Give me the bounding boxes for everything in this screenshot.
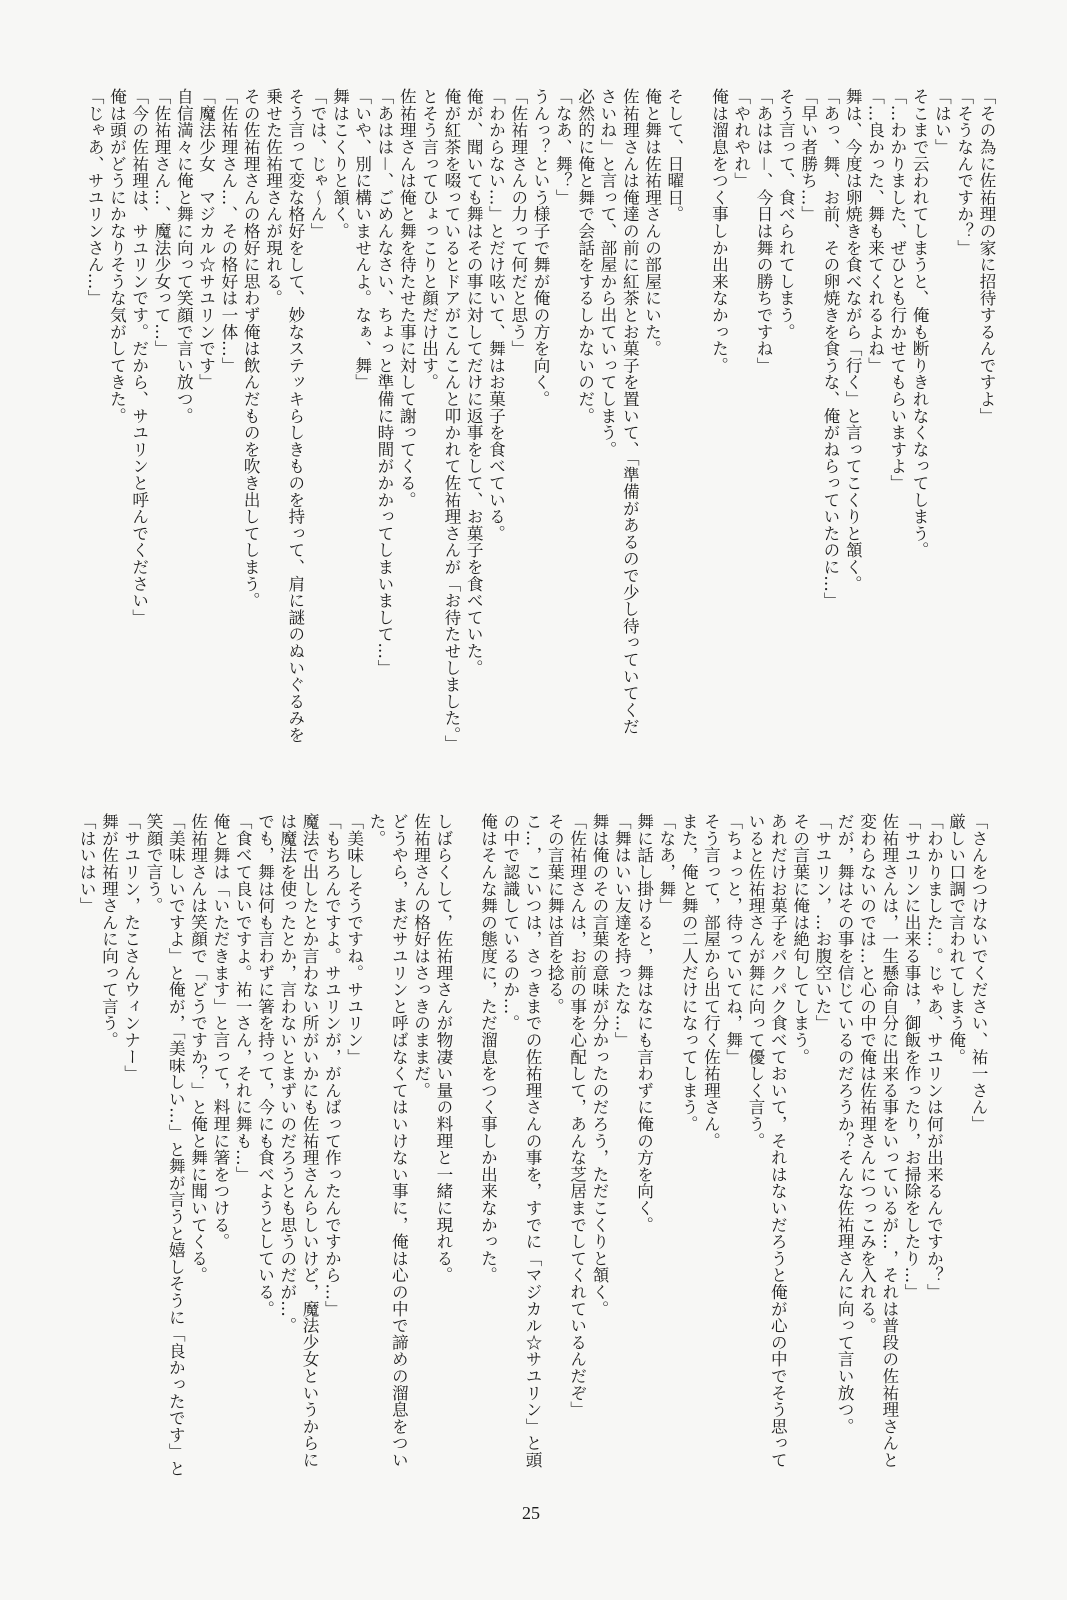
text-line: どうやら，まだサユリンと呼ばなくてはいけない事に，俺は心の中で諦めの溜息をつい [389,813,409,1469]
text-line: 「そうなんですか？」 [954,88,974,256]
text-line: いると佐祐理さんが舞に向って優しく言う。 [746,813,766,1149]
text-line: 俺は溜息をつく事しか出来なかった。 [709,88,729,374]
text-line: 舞に話し掛けると，舞はなにも言わずに俺の方を向く。 [634,813,654,1233]
text-line: 「美味しそうですね。サユリン」 [344,813,364,1065]
text-line: 舞が佐祐理さんに向って言う。 [99,813,119,1049]
text-line: その佐祐理さんの格好に思わず俺は飲んだものを吹き出してしまう。 [241,88,261,609]
text-line: 「なあ，舞」 [656,813,676,914]
text-line: 俺が、聞いても舞はその事に対してだけに返事をして、お菓子を食べていた。 [464,88,484,676]
text-line: 舞は、今度は卵焼きを食べながら「行く」と言ってこくりと頷く。 [843,88,863,592]
text-line: そして、日曜日。 [664,88,684,223]
text-line: 舞はこくりと頷く。 [330,88,350,240]
text-line: 「もちろんですよ。サユリンが，がんばって作ったんですから…」 [322,813,342,1317]
text-line: 「いや、別に構いませんよ。なぁ、舞」 [352,88,372,391]
text-line: 「佐祐理さん…、魔法少女って…」 [152,88,172,357]
text-line: 「今の佐祐理は、サユリンです。だから、サユリンと呼んでください」 [129,88,149,626]
text-line: だが，舞はその事を信じているのだろうか？そんな佐祐理さんに向って言い放つ。 [835,813,855,1435]
text-line: 「はい」 [932,88,952,156]
text-line: 「佐祐理さんは，お前の事を心配して，あんな芝居までしてくれているんだぞ」 [567,813,587,1418]
text-line: そう言って，部屋から出て行く佐祐理さん。 [701,813,721,1149]
text-line: 俺はそんな舞の態度に，ただ溜息をつく事しか出来なかった。 [478,813,498,1284]
text-line: 「美味しいですよ」と俺が，「美味しい…」と舞が言うと嬉しそうに「良かったです」と [166,813,186,1477]
text-line: 「…わかりました、ぜひとも行かせてもらいますよ」 [887,88,907,492]
text-line: 魔法で出したとか言わない所がいかにも佐祐理さんらしいけど，魔法少女というからに [300,813,320,1469]
text-line: そこまで云われてしまうと、俺も断りきれなくなってしまう。 [910,88,930,559]
text-line: 笑顔で言う。 [144,813,164,914]
text-line: 「あはは－、ごめんなさい、ちょっと準備に時間がかかってしまいまして…」 [374,88,394,676]
text-line: 佐祐理さんは俺と舞を待たせた事に対して謝ってくる。 [397,88,417,508]
text-line: た。 [366,813,386,847]
text-line: 「あっ、舞、お前、その卵焼きを食うな、俺がねらっていたのに…」 [820,88,840,609]
text-line: 「食べて良いですよ。祐一さん，それに舞も…」 [233,813,253,1183]
text-line: 厳しい口調で言われてしまう俺。 [946,813,966,1065]
text-line: その言葉に舞は首を捻る。 [545,813,565,1015]
text-line: 必然的に俺と舞で会話をするしかないのだ。 [575,88,595,424]
text-line: 乗せた佐祐理さんが現れる。 [263,88,283,307]
text-line: 「さんをつけないでください、祐一さん」 [969,813,988,1133]
text-line: 「わからない…」とだけ呟いて、舞はお菓子を食べている。 [486,88,506,542]
text-line: 「わかりました…。じゃあ、サユリンは何が出来るんですか？」 [924,813,944,1301]
text-line: 「…良かった、舞も来てくれるよね」 [865,88,885,374]
text-line: 俺と舞は佐祐理さんの部屋にいた。 [642,88,662,357]
text-line: しばらくして，佐祐理さんが物凄い量の料理と一緒に現れる。 [433,813,453,1284]
text-line: 自信満々に俺と舞に向って笑顔で言い放つ。 [174,88,194,424]
text-line: 「はいはい」 [77,813,97,914]
text-line: 「サユリン，…お腹空いた」 [812,813,832,1032]
paragraph-gap [454,813,476,1513]
text-line: でも，舞は何も言わずに箸を持って，今にも食べようとしている。 [255,813,275,1317]
text-line: 「では、じゃ～ん」 [308,88,328,240]
text-line: 「舞はいい友達を持ったな…」 [612,813,632,1049]
paragraph-gap [685,88,707,788]
text-line: 俺が紅茶を啜っているとドアがこんこんと叩かれて佐祐理さんが「お待たせしました。」 [441,88,461,752]
text-line: 佐祐理さんは笑顔で「どうですか？」と俺と舞に聞いてくる。 [188,813,208,1284]
text-line: 「その為に佐祐理の家に招待するんですよ」 [977,88,996,424]
text-line: そう言って、食べられてしまう。 [776,88,796,340]
text-line: あれだけお菓子をパクパク食べておいて，それはないだろうと俺が心の中でそう思って [768,813,788,1469]
text-line: 俺は頭がどうにかなりそうな気がしてきた。 [107,88,127,424]
text-line: 佐祐理さんは俺達の前に紅茶とお菓子を置いて、「準備があるので少し待っていてくだ [620,88,640,735]
text-line: 「あはは－、今日は舞の勝ちですね」 [754,88,774,374]
page-number: 25 [522,1503,540,1523]
text-line: 「ちょっと，待っていてね，舞」 [723,813,743,1065]
text-line: とそう言ってひょっこりと顔だけ出す。 [419,88,439,391]
text-line: また，俺と舞の二人だけになってしまう。 [679,813,699,1133]
text-line: は魔法を使ったとか，言わないとまずいのだろうとも思うのだが…。 [277,813,297,1334]
text-line: 「早い者勝ち…」 [798,88,818,223]
text-line: 「サユリン，たこさんウィンナー」 [121,813,141,1082]
text-line: 「なあ、舞？」 [553,88,573,206]
text-line: うんっ？という様子で舞が俺の方を向く。 [531,88,551,408]
text-line: 「じゃあ、サユリンさん…」 [85,88,105,307]
text-line: 「佐祐理さん…、その格好は一体…」 [218,88,238,374]
text-line: 佐祐理さんの格好はさっきのままだ。 [411,813,431,1099]
text-line: こ…，こいつは，さっきまでの佐祐理さんの事を，すでに「マジカル☆サユリン」と頭 [523,813,543,1469]
text-line: の中で認識しているのか…。 [500,813,520,1032]
text-line: そう言って変な格好をして、妙なステッキらしきものを持って、肩に謎のぬいぐるみを [285,88,305,744]
text-line: その言葉に俺は絶句してしまう。 [790,813,810,1065]
text-line: 「魔法少女 マジカル☆サユリンです」 [196,88,216,391]
text-line: さいね」と言って、部屋から出ていってしまう。 [597,88,617,458]
text-line: 佐祐理さんは，一生懸命自分に出来る事をいっているが…，それは普段の佐祐理さんと [879,813,899,1469]
text-line: 「サユリンに出来る事は，御飯を作ったり，お掃除をしたり…」 [902,813,922,1301]
text-line: 俺と舞は「いただきます」と言って，料理に箸をつける。 [210,813,230,1250]
text-line: 「やれやれ」 [731,88,751,189]
bottom-text-block [75,813,989,1513]
text-line: 「佐祐理さんの力って何だと思う」 [508,88,528,357]
top-text-block [83,88,997,788]
text-line: 変わらないのでは…と心の中で俺は佐祐理さんにつっこみを入れる。 [857,813,877,1334]
text-line: 舞は俺のその言葉の意味が分かったのだろう，ただこくりと頷く。 [589,813,609,1317]
